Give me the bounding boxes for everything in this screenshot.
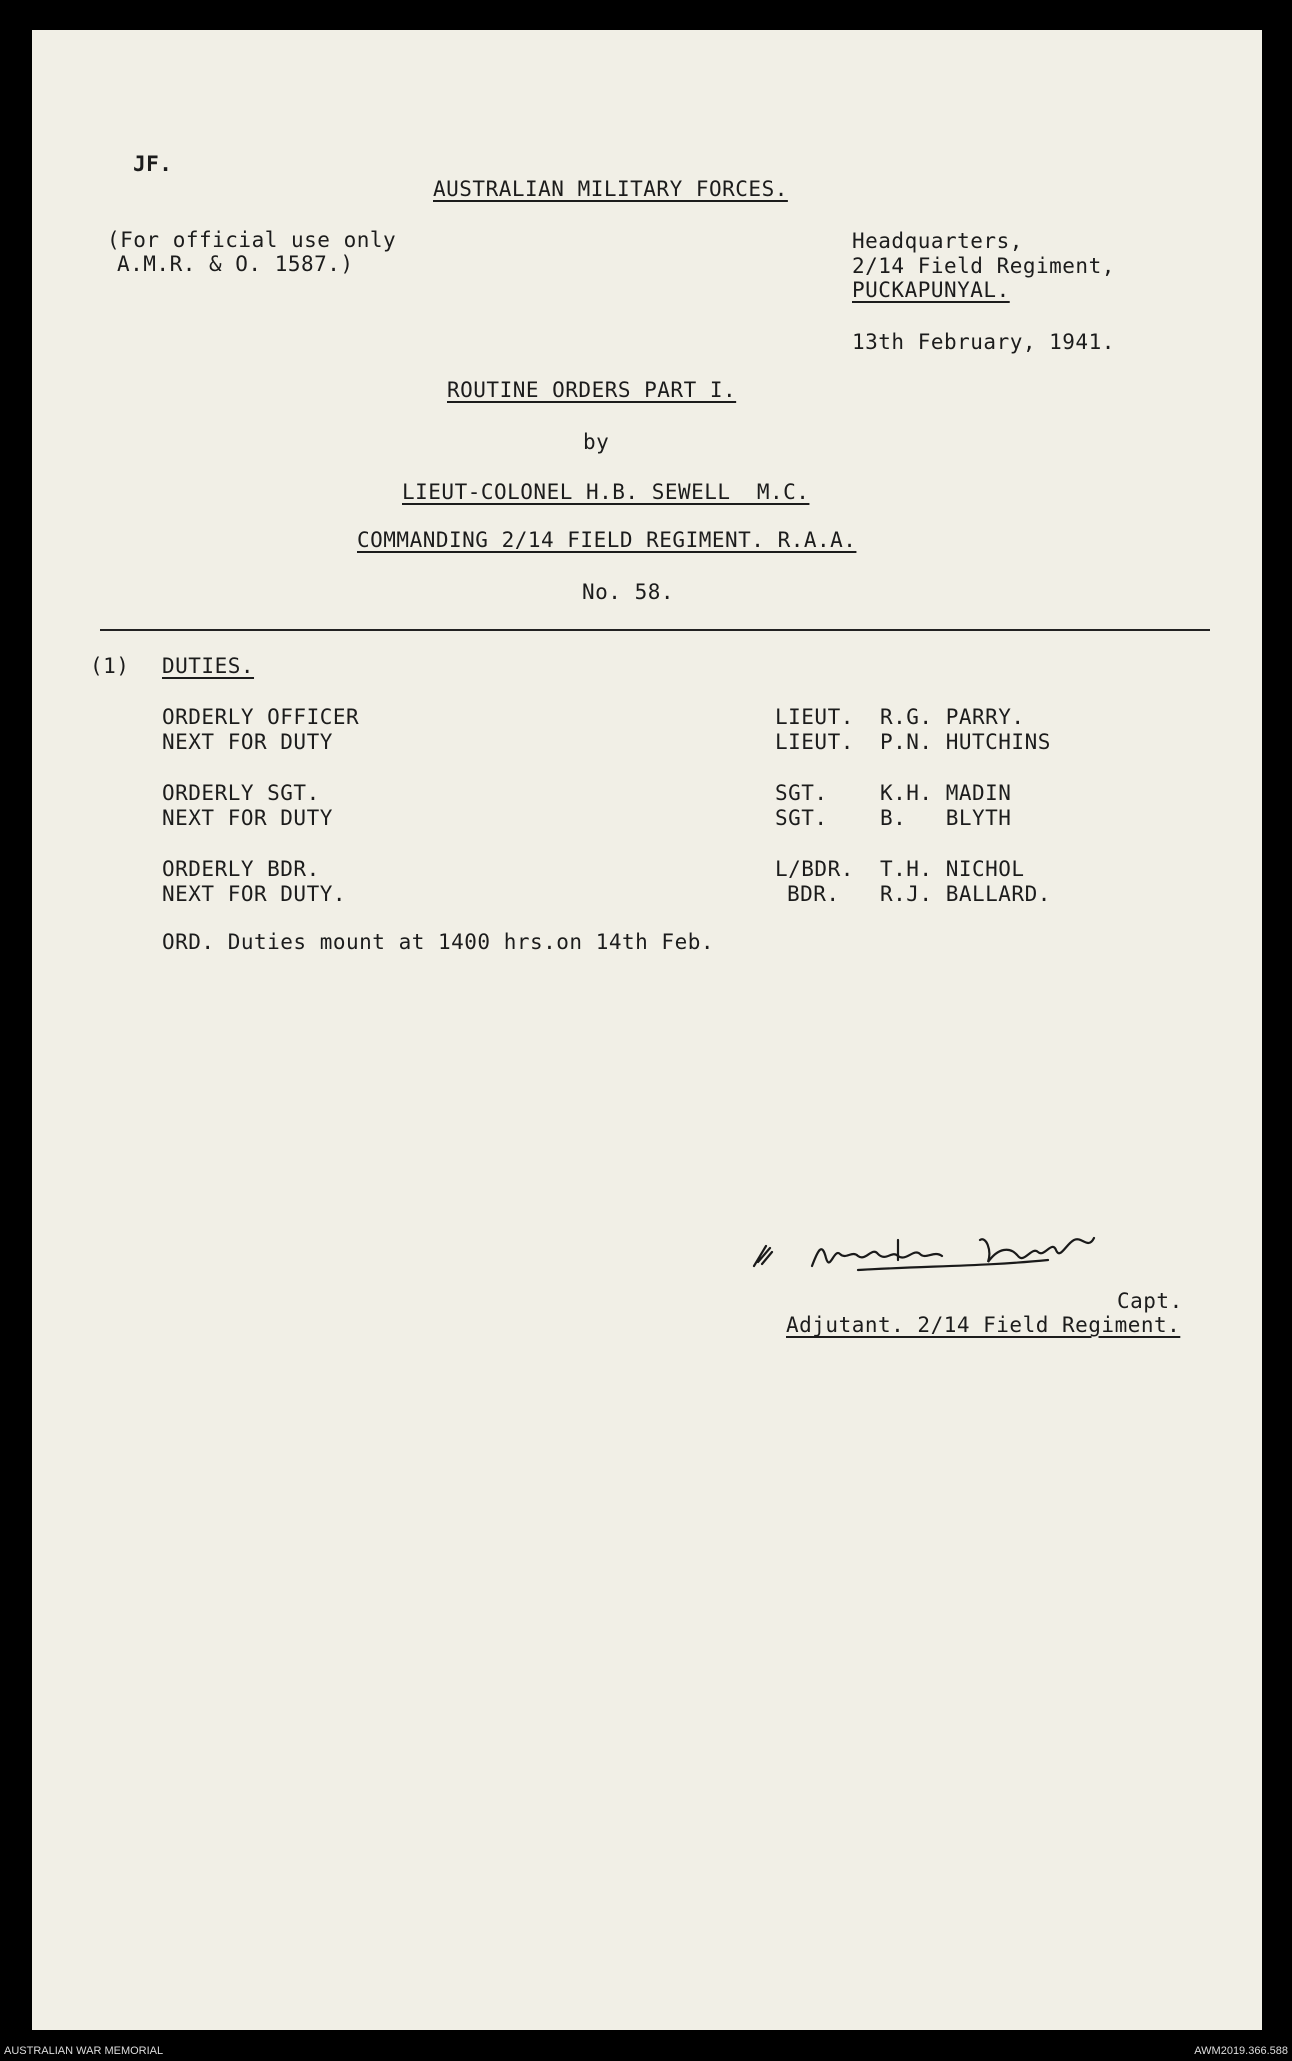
document-title: AUSTRALIAN MILITARY FORCES. bbox=[433, 177, 788, 201]
duty-name: B. BLYTH bbox=[880, 806, 1012, 830]
duty-name: P.N. HUTCHINS bbox=[880, 730, 1051, 754]
initials: JF. bbox=[133, 152, 173, 176]
duty-name: R.G. PARRY. bbox=[880, 705, 1025, 729]
document-date: 13th February, 1941. bbox=[852, 330, 1115, 354]
hq-line2: 2/14 Field Regiment, bbox=[852, 254, 1115, 278]
section-number: (1) bbox=[90, 654, 130, 678]
hq-line1: Headquarters, bbox=[852, 229, 1023, 253]
footer-left: AUSTRALIAN WAR MEMORIAL bbox=[4, 2045, 164, 2057]
duty-rank: LIEUT. bbox=[775, 705, 854, 729]
duty-rank: L/BDR. bbox=[775, 857, 854, 881]
duty-name: T.H. NICHOL bbox=[880, 857, 1025, 881]
duty-rank: SGT. bbox=[775, 781, 828, 805]
duty-rank: SGT. bbox=[775, 806, 828, 830]
divider bbox=[100, 629, 1210, 631]
duty-rank: LIEUT. bbox=[775, 730, 854, 754]
duty-role: ORDERLY SGT. bbox=[162, 781, 320, 805]
handwritten-signature bbox=[748, 1210, 1148, 1290]
duties-note: ORD. Duties mount at 1400 hrs.on 14th Feb. bbox=[162, 930, 715, 954]
footer-right: AWM2019.366.588 bbox=[1194, 2045, 1288, 2057]
by-label: by bbox=[583, 430, 610, 454]
section-title: DUTIES. bbox=[162, 654, 255, 678]
order-number: No. 58. bbox=[582, 580, 675, 604]
duty-name: K.H. MADIN bbox=[880, 781, 1012, 805]
official-use-line1: (For official use only bbox=[107, 228, 397, 252]
commander-name: LIEUT-COLONEL H.B. SEWELL M.C. bbox=[402, 480, 810, 504]
routine-orders-title: ROUTINE ORDERS PART I. bbox=[447, 378, 737, 402]
duty-name: R.J. BALLARD. bbox=[880, 882, 1051, 906]
duty-rank: BDR. bbox=[787, 882, 840, 906]
duty-role: ORDERLY OFFICER bbox=[162, 705, 360, 729]
signatory-rank: Capt. bbox=[1117, 1289, 1183, 1313]
duty-role: ORDERLY BDR. bbox=[162, 857, 320, 881]
signatory-position: Adjutant. 2/14 Field Regiment. bbox=[786, 1313, 1181, 1337]
duty-role: NEXT FOR DUTY bbox=[162, 730, 333, 754]
official-use-line2: A.M.R. & O. 1587.) bbox=[117, 252, 354, 276]
duty-role: NEXT FOR DUTY bbox=[162, 806, 333, 830]
duty-role: NEXT FOR DUTY. bbox=[162, 882, 347, 906]
command-line: COMMANDING 2/14 FIELD REGIMENT. R.A.A. bbox=[357, 528, 857, 552]
hq-line3: PUCKAPUNYAL. bbox=[852, 278, 1010, 302]
